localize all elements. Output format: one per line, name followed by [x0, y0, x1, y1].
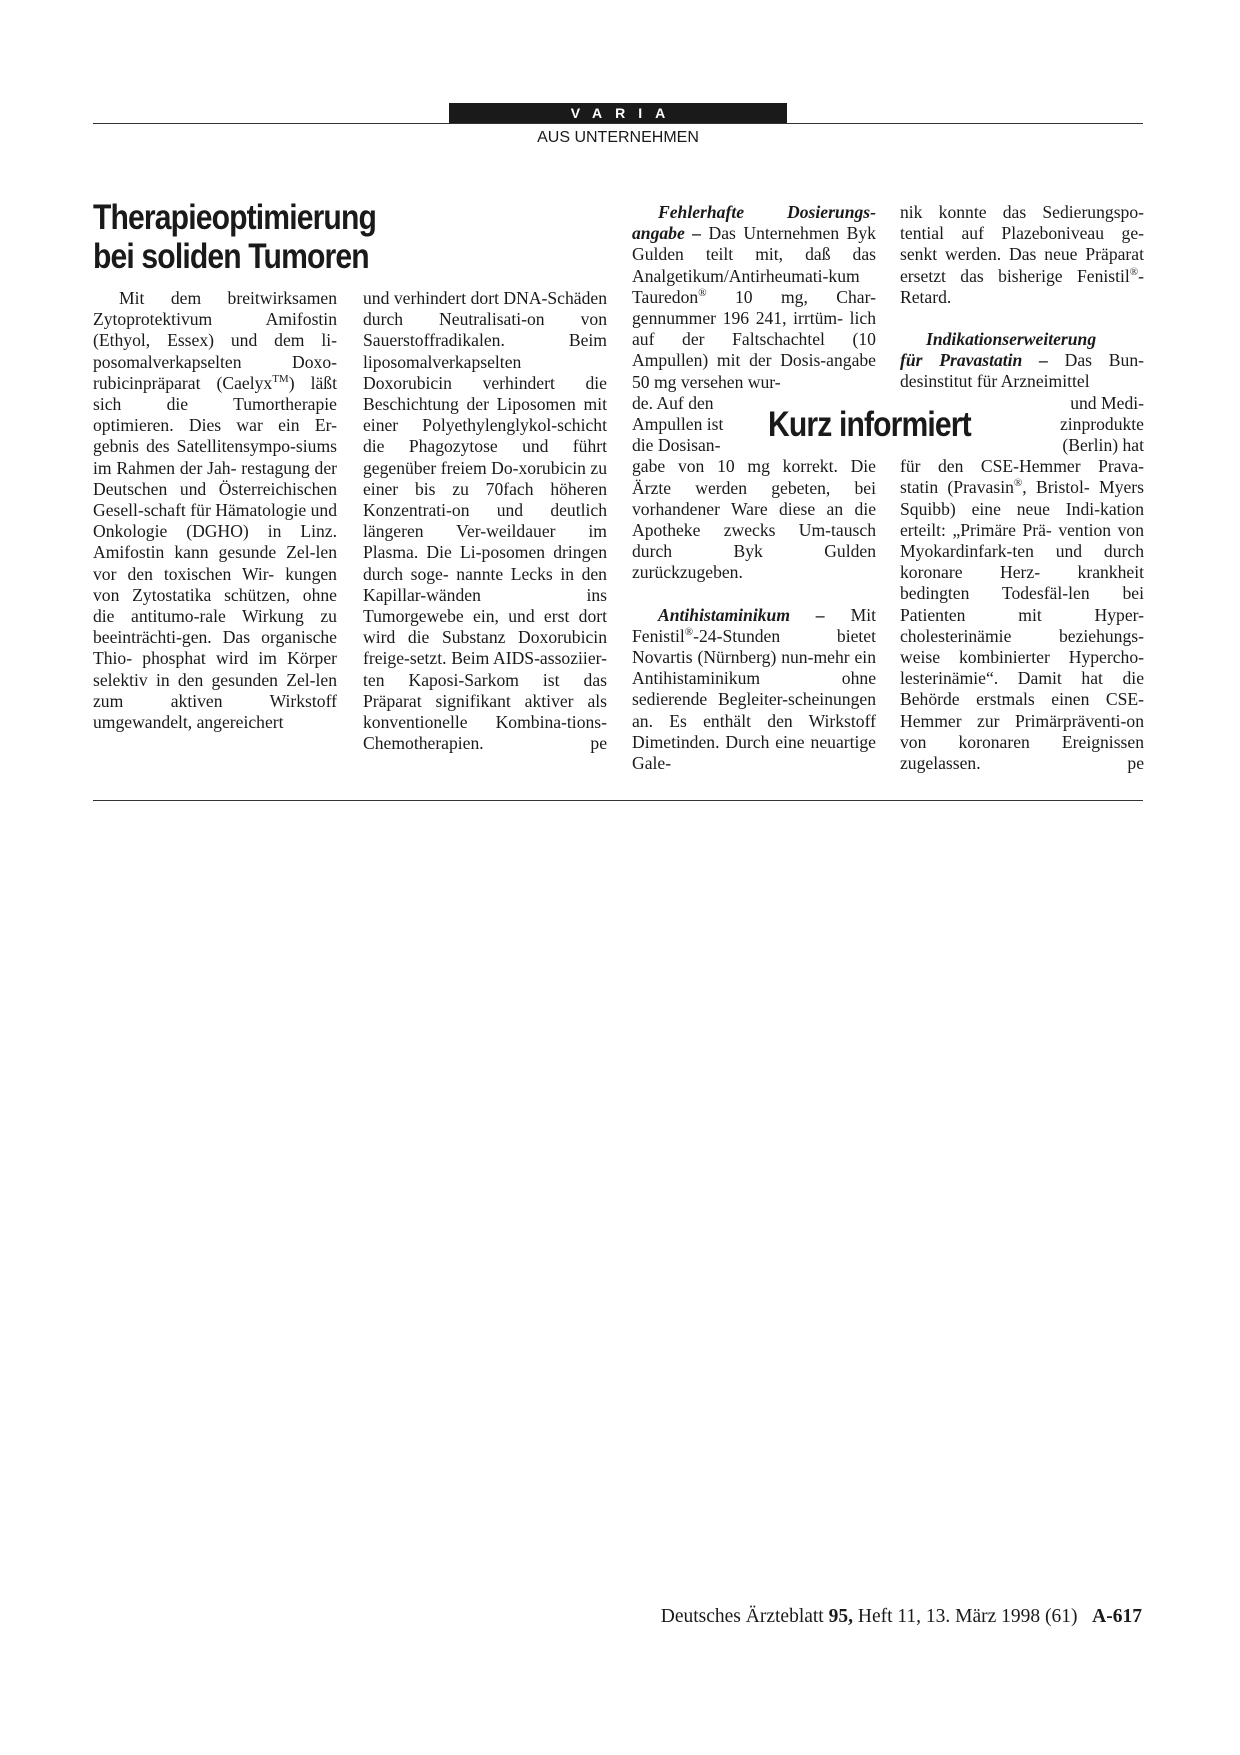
- news-column-4: [900, 202, 1144, 774]
- news-item-dosage: Fehlerhafte Dosierungs-angabe – Das Unternehmen Byk Gulden teilt mit, daß das Analgetikum/Antirheumati-kum Tauredon® 10 mg, Char-gennummer 196 241, irrtüm- lich auf der Faltschachtel (10 Ampullen) mit der Dosis-angabe 50 mg versehen wur-: [632, 202, 876, 392]
- section-label: AUS UNTERNEHMEN: [537, 129, 699, 146]
- wrap-text: de. Auf den Ampullen ist die Dosisan-: [632, 392, 724, 456]
- page-number: A-617: [1092, 1606, 1142, 1627]
- headline-line-2: bei soliden Tumoren: [93, 237, 369, 276]
- article-column-1: [93, 288, 337, 733]
- item-title: Fehlerhafte Dosierungs-: [658, 202, 876, 222]
- paragraph: Mit dem breitwirksamen Zytoprotektivum Amifostin (Ethyol, Essex) und dem li-posomalverkapselten Doxo- rubicinpräparat (Caelyx™) läßt sich die Tumortherapie optimieren. Dies war ein Er-gebnis des Satellitensympo-siums im Rahmen der Jah- restagung der Deutschen und Österreichischen Gesell-schaft für Hämatologie und Onkologie (DGHO) in Linz. Amifostin kann gesunde Zel-len vor den toxischen Wir- kungen von Zytostatika schützen, ohne die antitumo-rale Wirkung zu beeinträchti-gen. Das organische Thio- phosphat wird im Körper selektiv in den gesunden Zel-len zum aktiven Wirkstoff umgewandelt, angereichert: [93, 288, 337, 733]
- item-title: Antihistaminikum –: [658, 604, 825, 625]
- department-label: VARIA: [449, 103, 787, 124]
- paragraph: und verhindert dort DNA-Schäden durch Neutralisati-on von Sauerstoffradikalen. Beim liposomalverkapselten Doxorubicin verhindert die Beschichtung der Liposomen mit einer Polyethylenglykol-schicht die Phagozytose und führt gegenüber freiem Do-xorubicin zu einer bis zu 70fach höheren Konzentrati-on und deutlich längeren Ver-weildauer im Plasma. Die Li-posomen dringen durch soge- nannte Lecks in den Kapillar-wänden ins Tumorgewebe ein, und erst dort wird die Substanz Doxorubicin freige-setzt. Beim AIDS-assoziier-ten Kaposi-Sarkom ist das Präparat signifikant aktiver als konventionelle Kombina-tions-Chemotherapien. pe: [363, 288, 608, 754]
- header-rule: [93, 123, 1143, 124]
- news-headline: Kurz informiert: [768, 405, 971, 444]
- page-footer: [626, 1606, 1142, 1628]
- news-item-pravastatin: Indikationserweiterung für Pravastatin – Das Bun- desinstitut für Arzneimittel: [900, 329, 1144, 392]
- wrap-text: und Medi- zinprodukte (Berlin) hat: [1059, 392, 1144, 456]
- item-title: Indikationserweiterung: [926, 329, 1097, 350]
- issue-info: Heft 11, 13. März 1998 (61): [857, 1606, 1078, 1627]
- author-signature: pe: [1127, 753, 1144, 774]
- news-column-3: [632, 202, 876, 774]
- article-column-2: [363, 288, 607, 754]
- news-item-antihistamine: Antihistaminikum – Mit Fenistil®-24-Stunden bietet Novartis (Nürnberg) nun-mehr ein Antihistaminikum ohne sedierende Begleiter-scheinungen an. Es enthält den Wirkstoff Dimetinden. Durch eine neuartige Gale-: [632, 604, 876, 774]
- article-headline: [93, 198, 385, 276]
- author-signature: pe: [590, 733, 607, 754]
- journal-name: Deutsches Ärzteblatt: [660, 1606, 824, 1627]
- paragraph: für den CSE-Hemmer Prava- statin (Pravasin®, Bristol- Myers Squibb) eine neue Indi-kation erteilt: „Primäre Prä- vention von Myokardinfark-ten und durch koronare Herz- krankheit bedingten Todesfäl-len bei Patienten mit Hyper- cholesterinämie beziehungs- weise kombinierter Hyperchо-lesterinämie“. Damit hat die Behörde erstmals einen CSE- Hemmer zur Primärpräventi-on von koronaren Ereignissen zugelassen. pe: [900, 456, 1145, 774]
- volume-number: 95,: [828, 1606, 853, 1627]
- headline-line-1: Therapieoptimierung: [93, 198, 377, 237]
- footer-rule: [93, 800, 1143, 801]
- paragraph: nik konnte das Sedierungspo-tential auf Plazeboniveau ge- senkt werden. Das neue Präparat ersetzt das bisherige Fenistil®-Retard.: [900, 202, 1144, 307]
- paragraph: gabe von 10 mg korrekt. Die Ärzte werden gebeten, bei vorhandener Ware diese an die Apotheke zwecks Um-tausch durch Byk Gulden zurückzugeben.: [632, 456, 877, 583]
